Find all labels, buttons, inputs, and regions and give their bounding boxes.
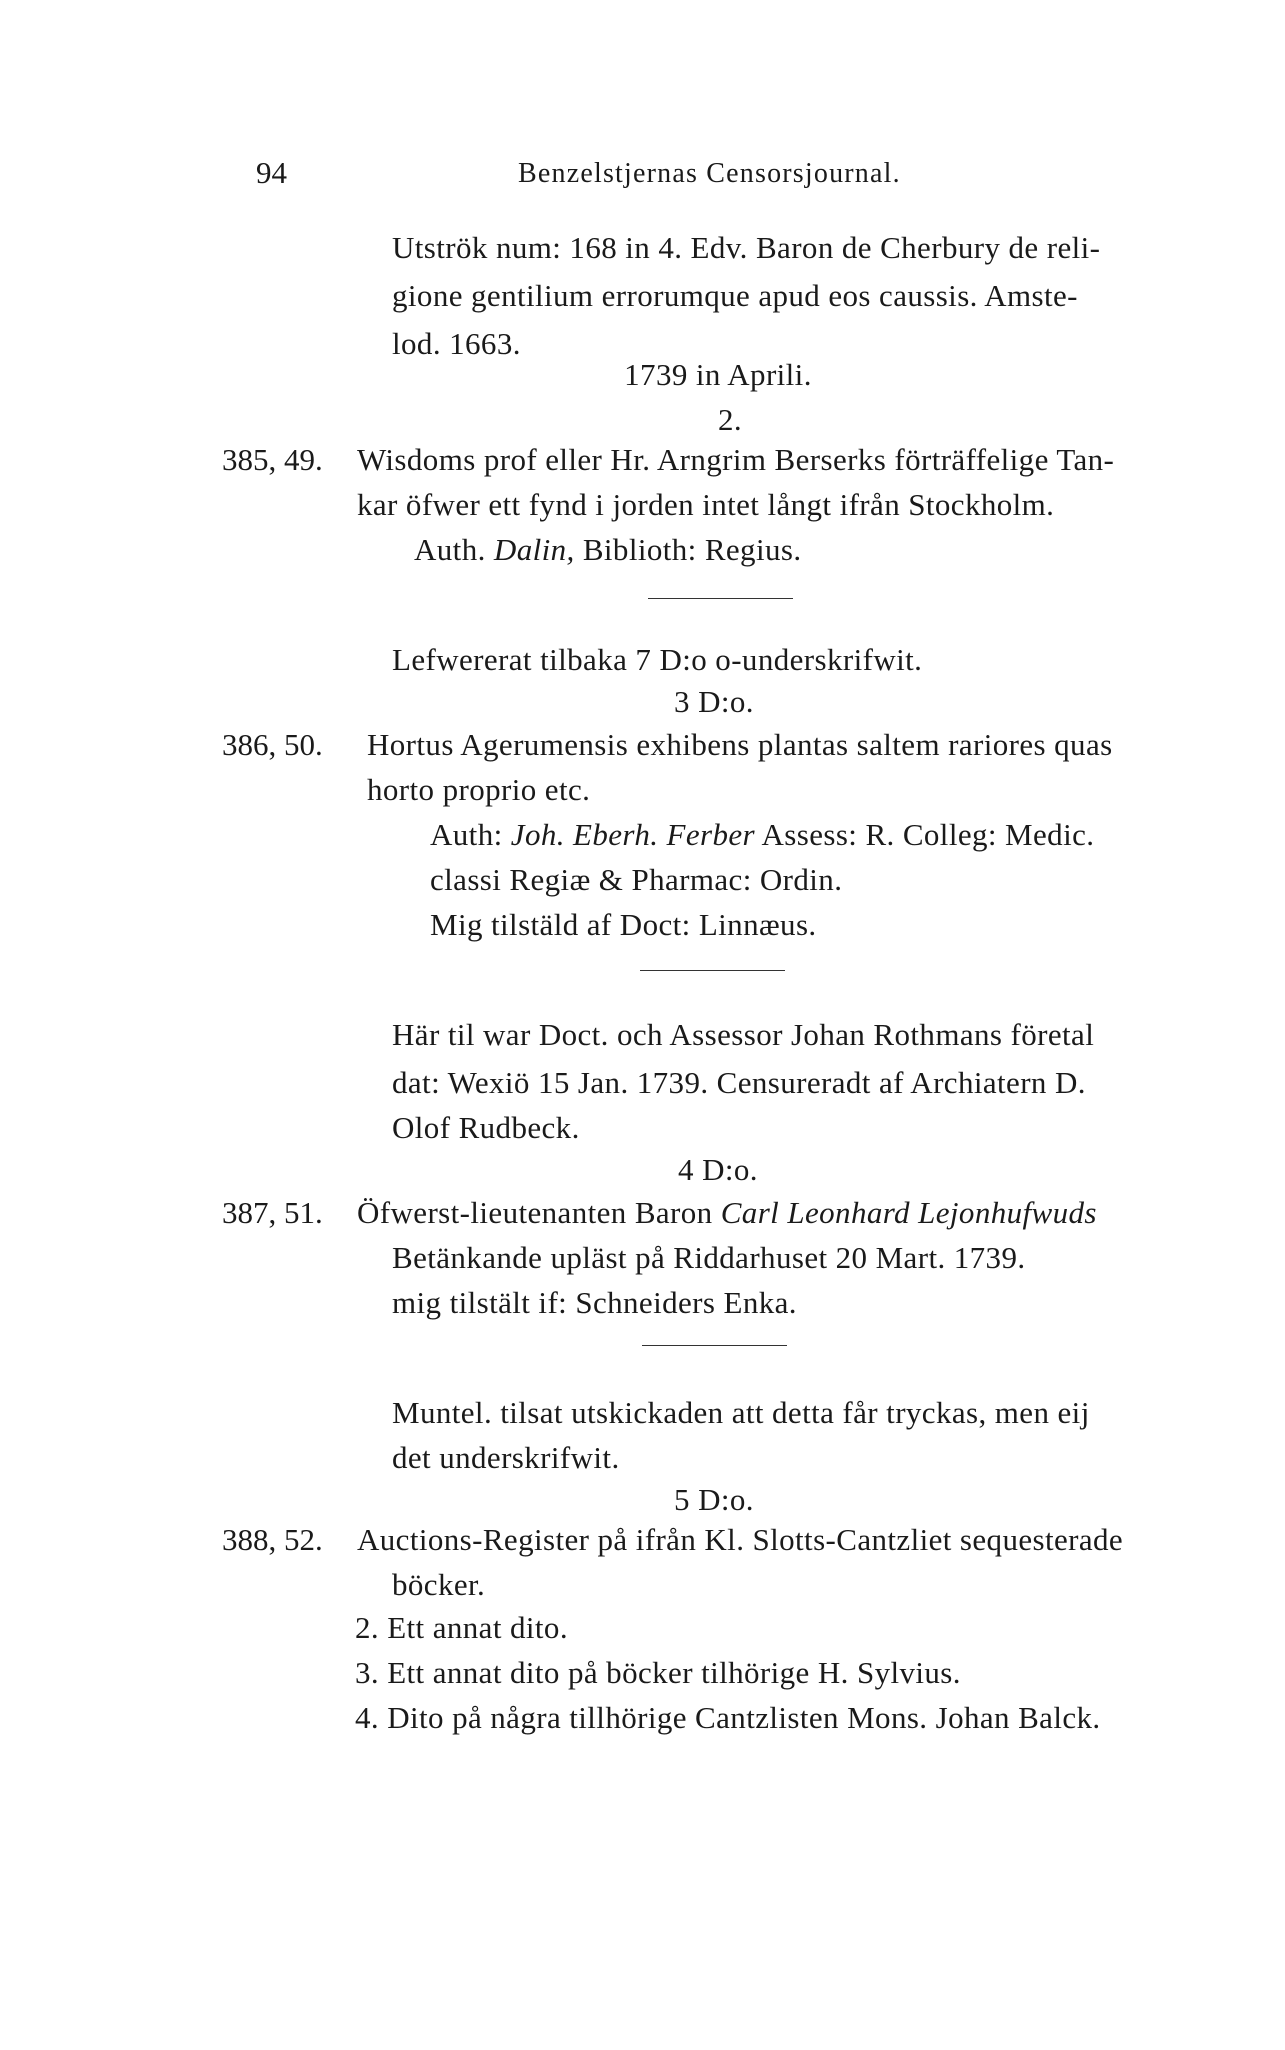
note-returned: Lefwererat tilbaka 7 D:o o-underskrifwit. <box>392 642 923 677</box>
author-name: Joh. Eberh. Ferber <box>510 817 756 852</box>
author-suffix: Assess: R. Colleg: Medic. <box>761 817 1095 852</box>
page-number: 94 <box>256 155 287 190</box>
title-prefix: Öfwerst-lieutenanten Baron <box>357 1195 713 1230</box>
section-number-3: 3 D:o. <box>674 684 754 719</box>
entry-385-author-line <box>414 530 801 570</box>
person-name: Carl Leonhard Lejonhufwuds <box>720 1195 1097 1230</box>
entry-386-author-line <box>430 815 1094 855</box>
entry-388-line-2: böcker. <box>392 1567 486 1602</box>
divider-rule <box>648 598 793 599</box>
note-rothman-line-1: Här til war Doct. och Assessor Johan Rothmans företal <box>392 1017 1095 1052</box>
entry-386-line-4: classi Regiæ & Pharmac: Ordin. <box>430 862 843 897</box>
entry-384-line-1: Utströk num: 168 in 4. Edv. Baron de Cherbury de reli- <box>392 230 1101 265</box>
entry-385-number: 385, 49. <box>222 442 323 477</box>
entry-386-line-2: horto proprio etc. <box>367 772 591 807</box>
entry-387-line-1 <box>357 1193 1097 1233</box>
entry-388-line-4: 3. Ett annat dito på böcker tilhörige H. Sylvius. <box>355 1655 961 1690</box>
divider-rule <box>642 1345 787 1346</box>
section-number-4: 4 D:o. <box>678 1152 758 1187</box>
entry-387-number: 387, 51. <box>222 1195 323 1230</box>
author-prefix: Auth. <box>414 532 486 567</box>
section-number-2: 2. <box>717 402 743 437</box>
entry-388-number: 388, 52. <box>222 1522 323 1557</box>
section-number-5: 5 D:o. <box>674 1482 754 1517</box>
entry-384-line-3: lod. 1663. <box>392 326 521 361</box>
note-rothman-line-2: dat: Wexiö 15 Jan. 1739. Censureradt af Archiatern D. <box>392 1065 1086 1100</box>
author-prefix: Auth: <box>430 817 503 852</box>
note-muntel-line-1: Muntel. tilsat utskickaden att detta får tryckas, men eij <box>392 1395 1090 1430</box>
entry-388-line-1: Auctions-Register på ifrån Kl. Slotts-Cantzliet sequesterade <box>357 1522 1124 1557</box>
author-name: Dalin, <box>493 532 575 567</box>
author-suffix: Biblioth: Regius. <box>582 532 802 567</box>
entry-386-line-5: Mig tilstäld af Doct: Linnæus. <box>430 907 817 942</box>
entry-385-line-1: Wisdoms prof eller Hr. Arngrim Berserks förträffelige Tan- <box>357 442 1115 477</box>
entry-387-line-2: Betänkande upläst på Riddarhuset 20 Mart. 1739. <box>392 1240 1026 1275</box>
date-heading: 1739 in Aprili. <box>624 357 812 392</box>
entry-386-line-1: Hortus Agerumensis exhibens plantas saltem rariores quas <box>367 727 1113 762</box>
note-muntel-line-2: det underskrifwit. <box>392 1440 620 1475</box>
running-title: Benzelstjernas Censorsjournal. <box>518 158 901 189</box>
entry-388-line-5: 4. Dito på några tillhörige Cantzlisten Mons. Johan Balck. <box>355 1700 1101 1735</box>
divider-rule <box>640 970 785 971</box>
entry-386-number: 386, 50. <box>222 727 323 762</box>
entry-384-line-2: gione gentilium errorumque apud eos caussis. Amste- <box>392 278 1078 313</box>
note-rothman-line-3: Olof Rudbeck. <box>392 1110 580 1145</box>
entry-387-line-3: mig tilstält if: Schneiders Enka. <box>392 1285 797 1320</box>
entry-388-line-3: 2. Ett annat dito. <box>355 1610 568 1645</box>
entry-385-line-2: kar öfwer ett fynd i jorden intet långt ifrån Stockholm. <box>357 487 1055 522</box>
